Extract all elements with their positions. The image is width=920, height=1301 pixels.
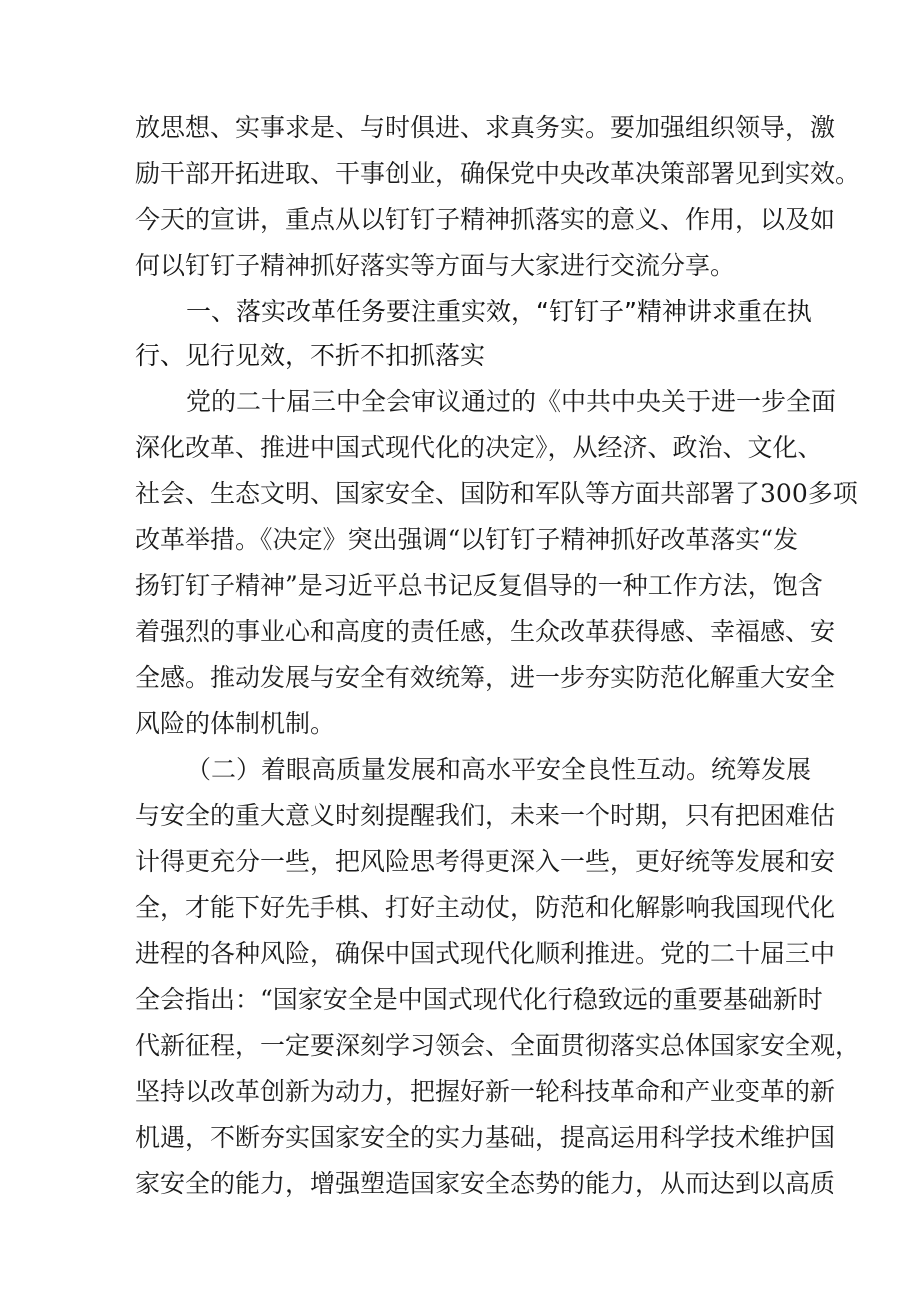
body-line: 全，才能下好先手棋、打好主动仗，防范和化解影响我国现代化 [135,893,836,922]
body-line: 机遇，不断夯实国家安全的实力基础，提高运用科学技术维护国 [135,1123,836,1152]
section-heading-line: 一、落实改革任务要注重实效，“钉钉子”精神讲求重在执 [186,297,812,326]
body-line: 扬钉钉子精神”是习近平总书记反复倡导的一种工作方法，饱含 [135,571,823,600]
body-line: 与安全的重大意义时刻提醒我们，未来一个时期，只有把困难估 [135,801,836,830]
body-line: 今天的宣讲，重点从以钉钉子精神抓落实的意义、作用，以及如 [135,205,836,234]
body-line: 家安全的能力，增强塑造国家安全态势的能力，从而达到以高质 [135,1169,836,1198]
body-line: 进程的各种风险，确保中国式现代化顺利推进。党的二十届三中 [135,939,836,968]
body-line: 全感。推动发展与安全有效统筹，进一步夯实防范化解重大安全 [135,663,836,692]
body-line: 社会、生态文明、国家安全、国防和军队等方面共部署了300多项 [135,479,858,508]
body-line: （二）着眼高质量发展和高水平安全良性互动。统筹发展 [186,755,812,784]
body-line: 励干部开拓进取、干事创业，确保党中央改革决策部署见到实效。 [135,159,861,188]
section-heading-line: 行、见行见效，不折不扣抓落实 [135,341,486,370]
body-line: 风险的体制机制。 [135,709,336,738]
body-line: 放思想、实事求是、与时俱进、求真务实。要加强组织领导，激 [135,113,836,142]
body-line: 计得更充分一些，把风险思考得更深入一些，更好统等发展和安 [135,847,836,876]
body-line: 坚持以改革创新为动力，把握好新一轮科技革命和产业变革的新 [135,1077,836,1106]
body-line: 全会指出：“国家安全是中国式现代化行稳致远的重要基础新时 [135,985,823,1014]
body-line: 深化改革、推进中国式现代化的决定》，从经济、政治、文化、 [135,433,823,462]
body-line: 代新征程，一定要深刻学习领会、全面贯彻落实总体国家安全观， [135,1031,861,1060]
body-line: 党的二十届三中全会审议通过的《中共中央关于进一步全面 [186,387,837,416]
body-line: 着强烈的事业心和高度的责任感，生众改革获得感、幸福感、安 [135,617,836,646]
body-line: 改革举措。《决定》突出强调“以钉钉子精神抓好改革落实“发 [135,525,799,554]
body-line: 何以钉钉子精神抓好落实等方面与大家进行交流分享。 [135,251,736,280]
